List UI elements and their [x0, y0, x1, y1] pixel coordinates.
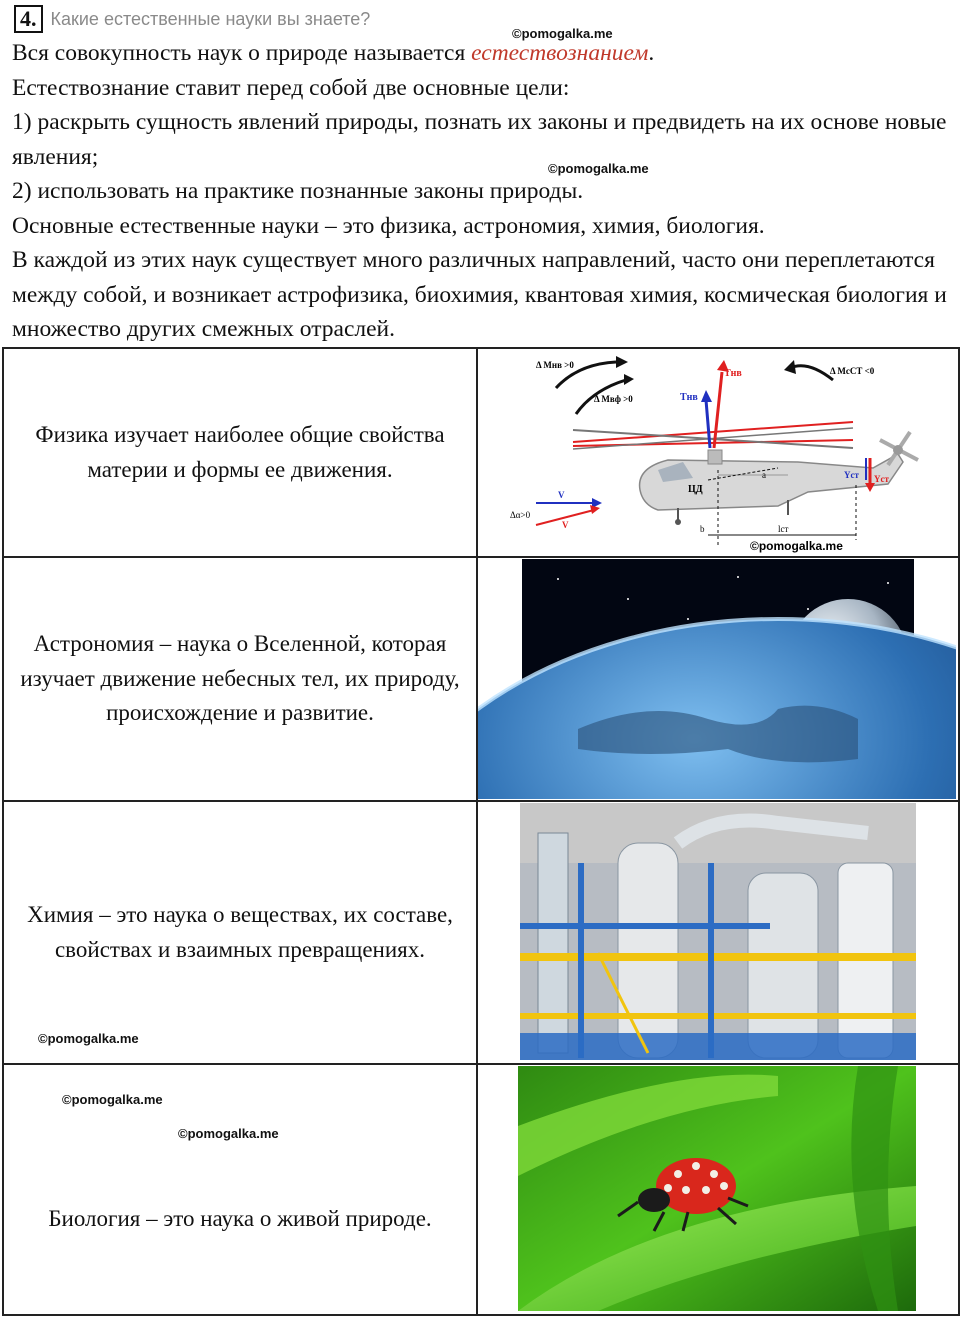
watermark: ©pomogalka.me: [62, 1092, 163, 1107]
label-m-ct: Δ MсСТ <0: [830, 366, 875, 376]
label-cd: ЦД: [688, 484, 703, 495]
intro-paragraph-6: В каждой из этих наук существует много различных направлений, часто они переплетаются между собой, и возникает астрофизика, биохимия, квантовая химия, космическая биология и множество других смежных отраслей.: [12, 247, 947, 342]
label-delta-alpha: Δα>0: [510, 510, 531, 520]
table-row-chemistry: [3, 801, 959, 1064]
table-row-biology: [3, 1064, 959, 1315]
term-natural-science: естествознанием: [471, 40, 649, 66]
chemistry-image-cell: [477, 801, 959, 1064]
biology-image-cell: [477, 1064, 959, 1315]
astronomy-image-cell: [477, 557, 959, 801]
chemistry-cell: Химия – это наука о веществах, их составе, свойствах и взаимных превращениях. ©pomogalka.me: [3, 801, 477, 1064]
physics-cell: Физика изучает наиболее общие свойства материи и формы ее движения.: [3, 348, 477, 557]
physics-image-cell: [477, 348, 959, 557]
table-row-physics: [3, 348, 959, 557]
label-y-ct-2: Yст: [874, 474, 889, 484]
intro-paragraph-2: Естествознание ставит перед собой две основные цели:: [12, 74, 570, 101]
ladybug-on-leaf-photo: [478, 1066, 956, 1313]
label-v: V: [558, 490, 565, 500]
label-b: b: [700, 524, 705, 534]
watermark: ©pomogalka.me: [512, 26, 613, 41]
intro-paragraph-3: 1) раскрыть сущность явлений природы, познать их законы и предвидеть на их основе новые явления;: [12, 109, 947, 170]
sciences-table: [2, 347, 960, 1316]
label-v-2: V: [562, 520, 569, 530]
intro-text: [12, 36, 952, 347]
label-l-ct: lст: [778, 524, 789, 534]
biology-cell: ©pomogalka.me ©pomogalka.me Биология – это наука о живой природе.: [3, 1064, 477, 1315]
label-a: a: [762, 470, 766, 480]
label-m-vf: Δ Mвф >0: [594, 394, 633, 404]
watermark: ©pomogalka.me: [178, 1126, 279, 1141]
intro-paragraph-5: Основные естественные науки – это физика, астрономия, химия, биология.: [12, 212, 765, 239]
label-y-ct: Yст: [844, 470, 859, 480]
earth-from-space-photo: [478, 559, 956, 799]
watermark: ©pomogalka.me: [750, 539, 843, 553]
watermark: ©pomogalka.me: [548, 161, 649, 176]
question-number: 4.: [14, 5, 43, 33]
table-row-astronomy: [3, 557, 959, 801]
intro-paragraph-4: 2) использовать на практике познанные законы природы.: [12, 178, 584, 204]
label-t-nv: Tнв: [724, 368, 742, 379]
astronomy-cell: Астрономия – наука о Вселенной, которая изучает движение небесных тел, их природу, происхождение и развитие.: [3, 557, 477, 801]
label-m-nv: Δ Mнв >0: [536, 360, 574, 370]
question-header: [14, 4, 370, 34]
watermark: ©pomogalka.me: [38, 1031, 139, 1046]
chemical-plant-photo: [478, 803, 956, 1062]
helicopter-forces-diagram: [478, 350, 956, 555]
intro-paragraph-1: Вся совокупность наук о природе называется естествознанием.: [12, 40, 655, 66]
label-t-nv-2: Tнв: [680, 392, 698, 403]
question-text: Какие естественные науки вы знаете?: [50, 8, 371, 29]
